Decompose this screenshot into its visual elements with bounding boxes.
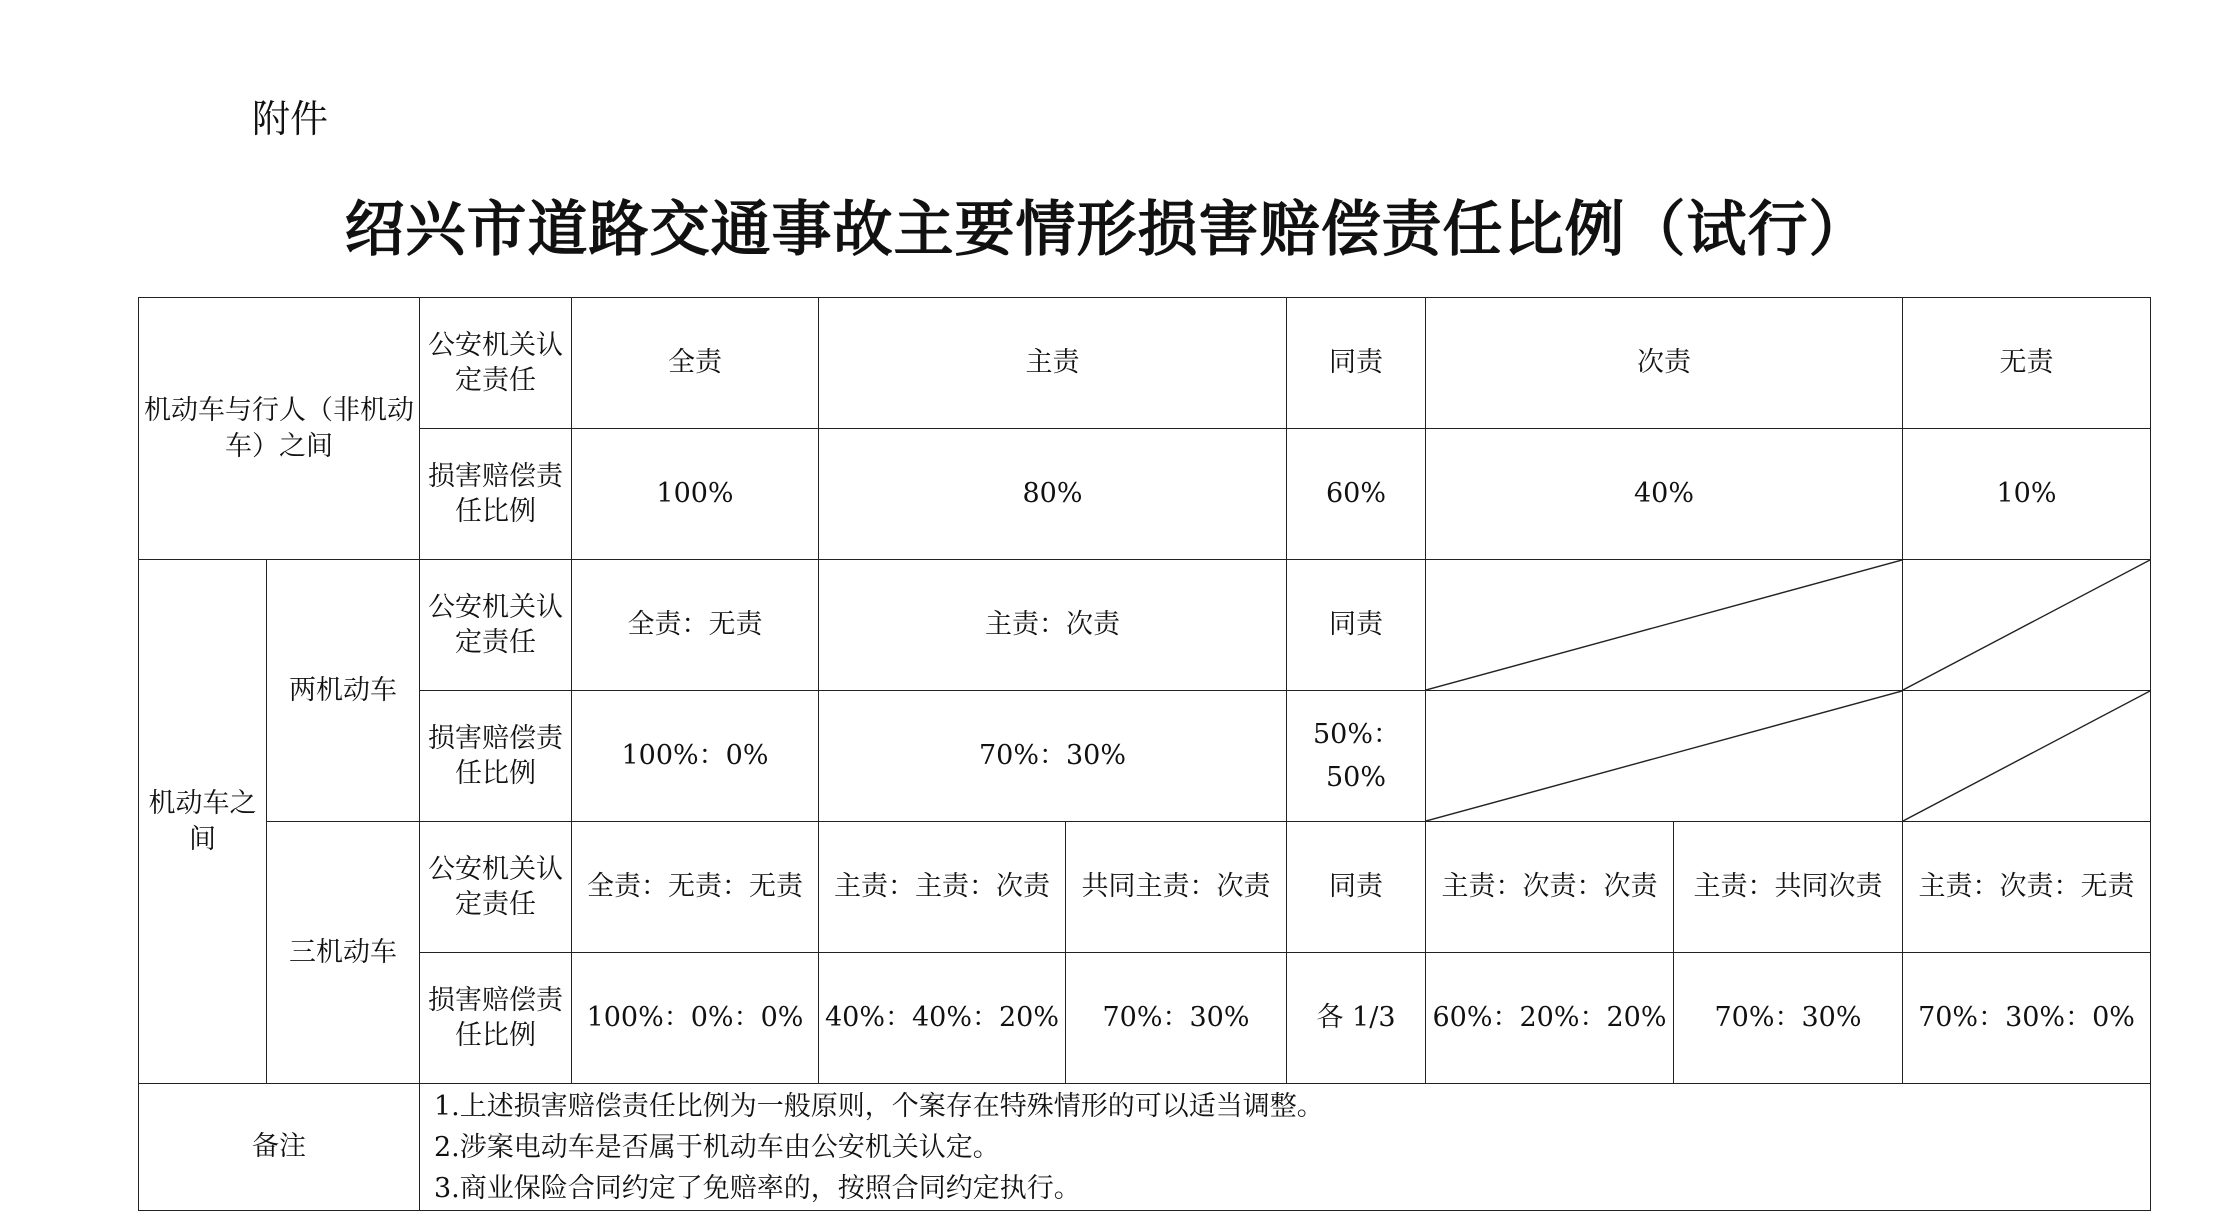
notes-label: 备注	[139, 1084, 420, 1211]
table-cell: 全责：无责：无责	[572, 822, 819, 953]
table-cell: 60%	[1287, 429, 1426, 560]
table-cell: 70%：30%：0%	[1903, 953, 2151, 1084]
table-cell: 同责	[1287, 560, 1426, 691]
two-vehicles-label: 两机动车	[267, 560, 420, 822]
table-cell: 次责	[1426, 298, 1903, 429]
table-cell: 40%：40%：20%	[819, 953, 1066, 1084]
table-cell: 全责	[572, 298, 819, 429]
note-line: 3.商业保险合同约定了免赔率的，按照合同约定执行。	[434, 1172, 1081, 1204]
table-cell: 40%	[1426, 429, 1903, 560]
note-line: 2.涉案电动车是否属于机动车由公安机关认定。	[434, 1131, 1000, 1163]
table-cell: 主责：次责：无责	[1903, 822, 2151, 953]
table-cell: 主责：共同次责	[1674, 822, 1903, 953]
empty-diagonal-cell	[1903, 560, 2151, 691]
table-cell: 50%：50%	[1287, 691, 1426, 822]
notes-content	[420, 1084, 2151, 1211]
diagonal-line	[1903, 691, 2150, 821]
table-cell: 70%：30%	[1674, 953, 1903, 1084]
police-liability-label: 公安机关认定责任	[420, 298, 572, 429]
table-row	[139, 429, 2151, 560]
table-row	[139, 560, 2151, 691]
police-liability-label: 公安机关认定责任	[420, 560, 572, 691]
table-cell: 全责：无责	[572, 560, 819, 691]
category-pedestrian: 机动车与行人（非机动车）之间	[139, 298, 420, 560]
compensation-ratio-label: 损害赔偿责任比例	[420, 691, 572, 822]
liability-table	[138, 297, 2151, 1211]
category-motor-vehicles: 机动车之间	[139, 560, 267, 1084]
table-cell: 100%：0%：0%	[572, 953, 819, 1084]
compensation-ratio-label: 损害赔偿责任比例	[420, 429, 572, 560]
table-cell: 同责	[1287, 822, 1426, 953]
table-cell: 主责	[819, 298, 1287, 429]
table-cell: 100%：0%	[572, 691, 819, 822]
diagonal-line	[1426, 560, 1902, 690]
table-row	[139, 953, 2151, 1084]
table-cell: 无责	[1903, 298, 2151, 429]
empty-diagonal-cell	[1903, 691, 2151, 822]
empty-diagonal-cell	[1426, 691, 1903, 822]
table-row	[139, 691, 2151, 822]
table-cell: 同责	[1287, 298, 1426, 429]
table-cell: 10%	[1903, 429, 2151, 560]
police-liability-label: 公安机关认定责任	[420, 822, 572, 953]
table-row	[139, 822, 2151, 953]
diagonal-line	[1426, 691, 1902, 821]
table-row	[139, 1084, 2151, 1211]
table-cell: 70%：30%	[819, 691, 1287, 822]
table-cell: 各 1/3	[1287, 953, 1426, 1084]
table-cell: 80%	[819, 429, 1287, 560]
table-row	[139, 298, 2151, 429]
three-vehicles-label: 三机动车	[267, 822, 420, 1084]
diagonal-line	[1903, 560, 2150, 690]
table-cell: 共同主责：次责	[1066, 822, 1287, 953]
document-title: 绍兴市道路交通事故主要情形损害赔偿责任比例（试行）	[344, 195, 1870, 265]
attachment-label: 附件	[252, 97, 329, 141]
note-line: 1.上述损害赔偿责任比例为一般原则，个案存在特殊情形的可以适当调整。	[434, 1090, 1324, 1122]
table-cell: 100%	[572, 429, 819, 560]
table-cell: 主责：次责：次责	[1426, 822, 1674, 953]
table-cell: 主责：次责	[819, 560, 1287, 691]
table-cell: 70%：30%	[1066, 953, 1287, 1084]
table-cell: 60%：20%：20%	[1426, 953, 1674, 1084]
compensation-ratio-label: 损害赔偿责任比例	[420, 953, 572, 1084]
empty-diagonal-cell	[1426, 560, 1903, 691]
table-cell: 主责：主责：次责	[819, 822, 1066, 953]
